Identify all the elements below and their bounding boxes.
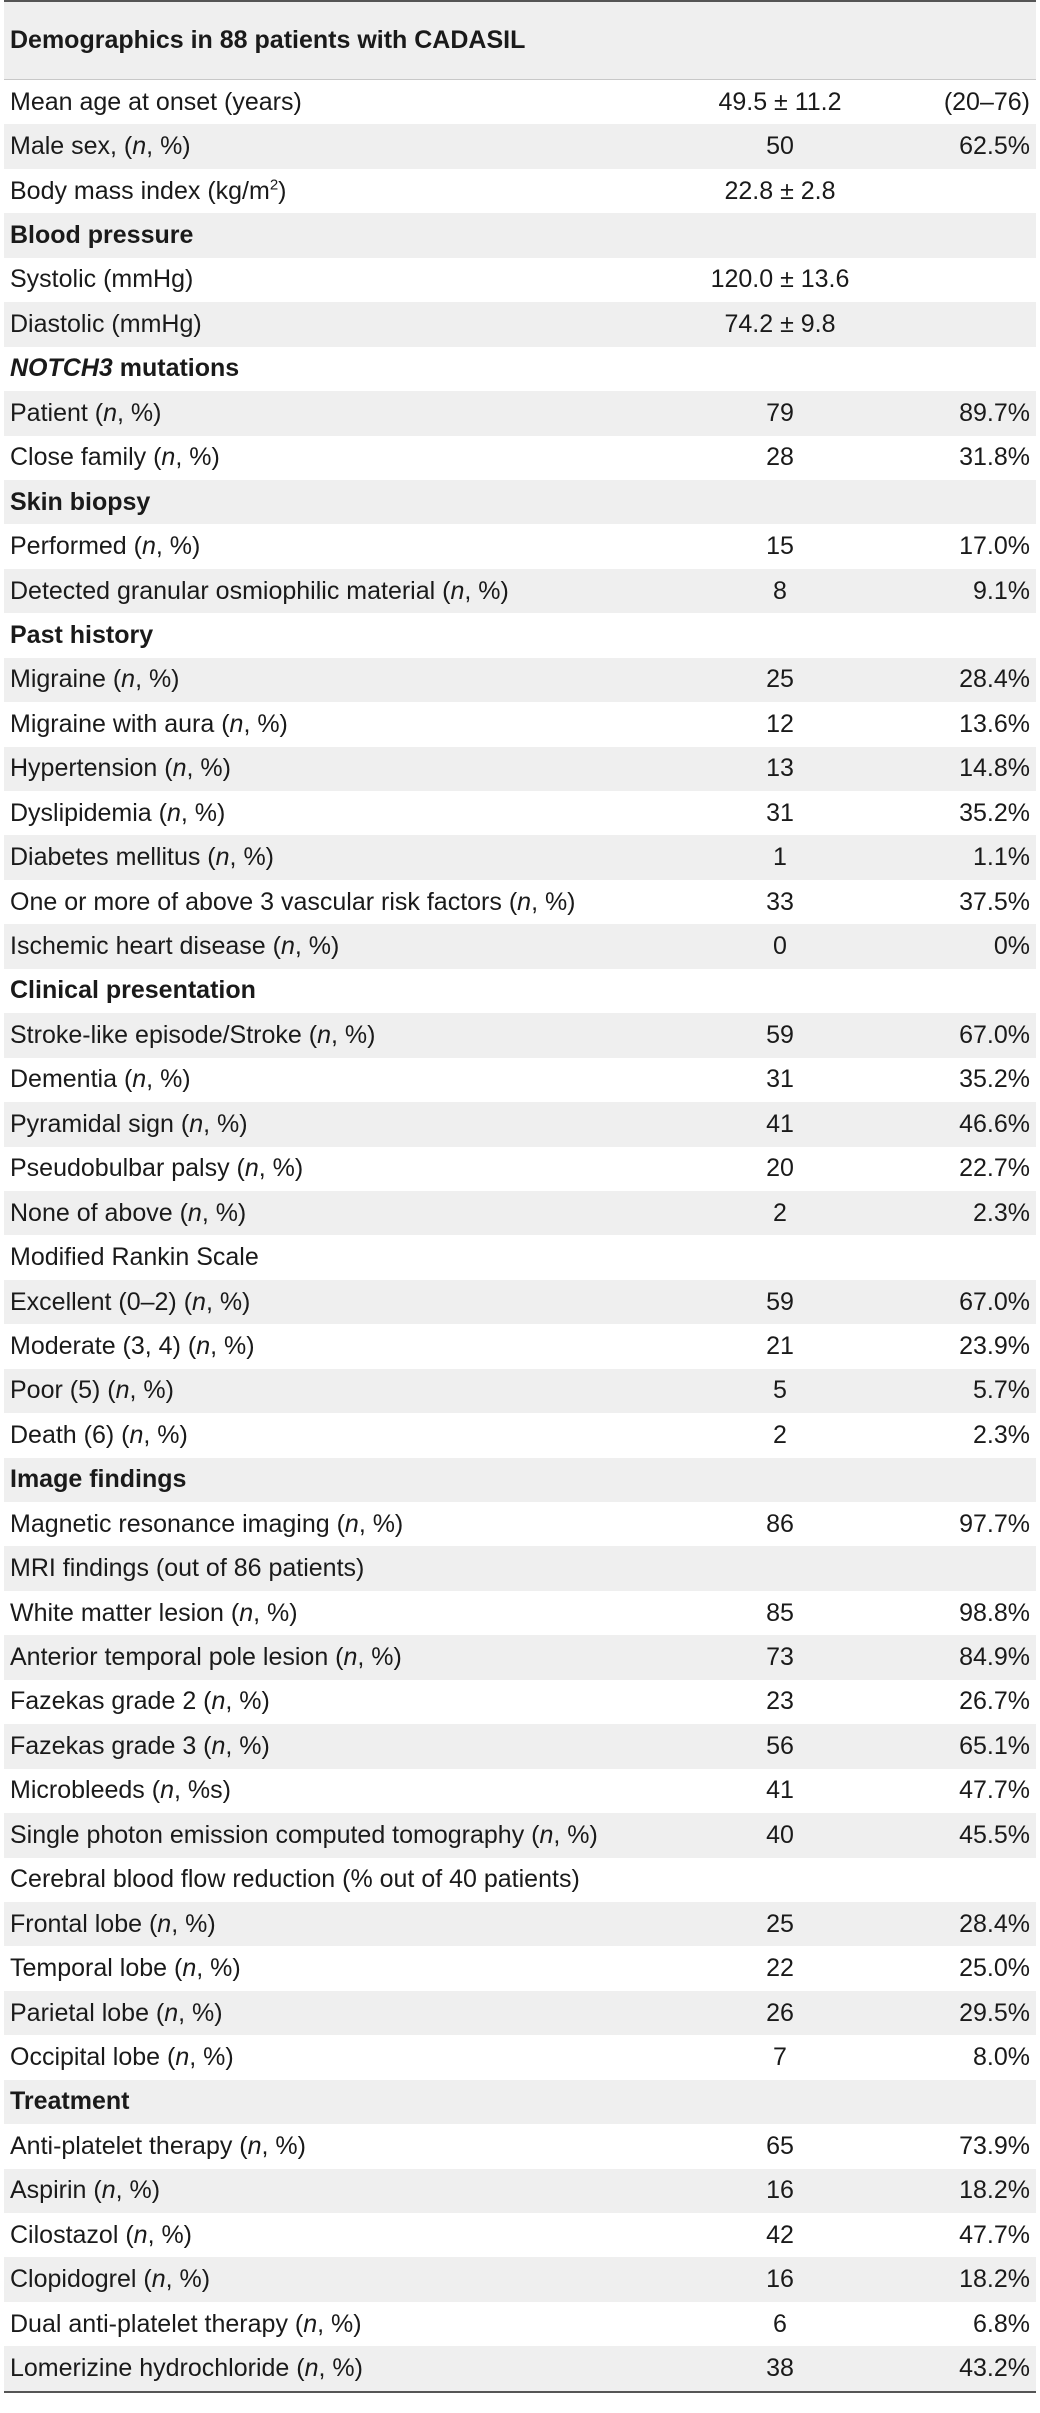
row-percent: 6.8% [973,2309,1030,2338]
row-value: 16 [766,2265,794,2294]
table-row [4,302,1036,346]
row-label: Stroke-like episode/Stroke (n, %) [10,1020,376,1049]
row-label: Dyslipidemia (n, %) [10,798,226,827]
demographics-table [4,0,1036,2393]
row-value: 86 [766,1509,794,1538]
table-row [4,1858,1036,1902]
row-value: 31 [766,1065,794,1094]
row-label: Aspirin (n, %) [10,2176,161,2205]
row-value: 50 [766,132,794,161]
row-value: 22 [766,1954,794,1983]
table-row [4,1413,1036,1457]
row-value: 8 [773,576,787,605]
row-label: Lomerizine hydrochloride (n, %) [10,2354,363,2383]
row-value: 59 [766,1020,794,1049]
row-label: Ischemic heart disease (n, %) [10,932,340,961]
row-value: 2 [773,1420,787,1449]
table-row [4,2124,1036,2168]
table-row [4,702,1036,746]
row-label: Anterior temporal pole lesion (n, %) [10,1643,402,1672]
row-percent: (20–76) [943,87,1030,116]
section-header-label: Clinical presentation [10,976,256,1005]
row-label: None of above (n, %) [10,1198,247,1227]
row-percent: 37.5% [959,887,1030,916]
row-value: 31 [766,798,794,827]
row-percent: 45.5% [959,1820,1030,1849]
row-label: Dual anti-platelet therapy (n, %) [10,2309,362,2338]
table-row [4,2302,1036,2346]
row-percent: 43.2% [959,2354,1030,2383]
row-label: Death (6) (n, %) [10,1420,188,1449]
row-label: Modified Rankin Scale [10,1243,259,1272]
row-value: 20 [766,1154,794,1183]
row-value: 13 [766,754,794,783]
row-percent: 29.5% [959,1998,1030,2027]
row-value: 85 [766,1598,794,1627]
table-row [4,2169,1036,2213]
row-value: 2 [773,1198,787,1227]
section-header-row [4,969,1036,1013]
row-label: Cilostazol (n, %) [10,2220,193,2249]
table-row [4,124,1036,168]
row-label: Single photon emission computed tomography (n, %) [10,1820,598,1849]
row-value: 41 [766,1776,794,1805]
row-label: Diastolic (mmHg) [10,309,202,338]
row-percent: 97.7% [959,1509,1030,1538]
row-value: 73 [766,1643,794,1672]
row-percent: 5.7% [973,1376,1030,1405]
row-label: Parietal lobe (n, %) [10,1998,223,2027]
table-row [4,391,1036,435]
row-percent: 1.1% [973,843,1030,872]
section-header-label: Image findings [10,1465,187,1494]
row-label: One or more of above 3 vascular risk factors (n, %) [10,887,576,916]
row-percent: 47.7% [959,1776,1030,1805]
row-label: Close family (n, %) [10,443,220,472]
table-row [4,258,1036,302]
table-row [4,2346,1036,2390]
row-percent: 26.7% [959,1687,1030,1716]
row-value: 5 [773,1376,787,1405]
row-label: Excellent (0–2) (n, %) [10,1287,251,1316]
row-label: Migraine (n, %) [10,665,180,694]
row-percent: 67.0% [959,1287,1030,1316]
row-label: Magnetic resonance imaging (n, %) [10,1509,404,1538]
table-row [4,1235,1036,1279]
table-row [4,1369,1036,1413]
table-row [4,1324,1036,1368]
row-value: 7 [773,2042,787,2071]
row-value: 49.5 ± 11.2 [718,87,842,116]
row-label: Occipital lobe (n, %) [10,2042,234,2071]
table-row [4,658,1036,702]
row-value: 25 [766,665,794,694]
row-percent: 8.0% [973,2042,1030,2071]
row-percent: 2.3% [973,1420,1030,1449]
section-header-row [4,347,1036,391]
row-value: 1 [773,843,787,872]
row-percent: 35.2% [959,798,1030,827]
row-percent: 28.4% [959,1909,1030,1938]
table-row [4,1769,1036,1813]
row-label: Cerebral blood flow reduction (% out of 40 patients) [10,1865,580,1894]
row-label: Dementia (n, %) [10,1065,191,1094]
row-percent: 28.4% [959,665,1030,694]
row-value: 25 [766,1909,794,1938]
row-percent: 62.5% [959,132,1030,161]
section-header-label: Treatment [10,2087,130,2116]
row-label: Frontal lobe (n, %) [10,1909,216,1938]
table-row [4,880,1036,924]
table-row [4,1546,1036,1590]
row-percent: 89.7% [959,398,1030,427]
row-label: Microbleeds (n, %s) [10,1776,231,1805]
table-row [4,2213,1036,2257]
row-percent: 31.8% [959,443,1030,472]
row-label: Hypertension (n, %) [10,754,231,783]
row-percent: 46.6% [959,1109,1030,1138]
row-value: 28 [766,443,794,472]
table-row [4,1813,1036,1857]
row-percent: 22.7% [959,1154,1030,1183]
row-percent: 84.9% [959,1643,1030,1672]
row-label: Moderate (3, 4) (n, %) [10,1331,255,1360]
table-row [4,1946,1036,1990]
row-value: 16 [766,2176,794,2205]
row-percent: 23.9% [959,1331,1030,1360]
row-value: 23 [766,1687,794,1716]
row-label: Fazekas grade 2 (n, %) [10,1687,270,1716]
table-row [4,524,1036,568]
row-percent: 18.2% [959,2176,1030,2205]
row-percent: 17.0% [959,532,1030,561]
section-header-label: Past history [10,620,154,649]
row-value: 21 [766,1331,794,1360]
row-value: 26 [766,1998,794,2027]
table-title [4,2,1036,80]
table-row [4,569,1036,613]
row-percent: 18.2% [959,2265,1030,2294]
table-row [4,1280,1036,1324]
row-value: 79 [766,398,794,427]
row-label: Pyramidal sign (n, %) [10,1109,248,1138]
table-title-text: Demographics in 88 patients with CADASIL [10,26,526,54]
row-label: Body mass index $(kg/m^2)$ [10,176,287,205]
table-row [4,80,1036,124]
table-row [4,1591,1036,1635]
row-percent: 9.1% [973,576,1030,605]
row-value: 65 [766,2131,794,2160]
table-body [4,80,1036,2391]
row-value: 15 [766,532,794,561]
row-label: Mean age at onset (years) [10,87,302,116]
row-label: Detected granular osmiophilic material (n, %) [10,576,509,605]
table-row [4,1724,1036,1768]
row-percent: 73.9% [959,2131,1030,2160]
section-header-label: Skin biopsy [10,487,151,516]
table-row [4,791,1036,835]
row-percent: 2.3% [973,1198,1030,1227]
row-label: White matter lesion (n, %) [10,1598,298,1627]
section-header-row [4,480,1036,524]
table-row [4,1680,1036,1724]
row-value: 38 [766,2354,794,2383]
row-percent: 35.2% [959,1065,1030,1094]
row-label: Systolic (mmHg) [10,265,194,294]
row-label: Performed (n, %) [10,532,201,561]
row-percent: 47.7% [959,2220,1030,2249]
row-label: Poor (5) (n, %) [10,1376,174,1405]
row-percent: 98.8% [959,1598,1030,1627]
table-row [4,1502,1036,1546]
row-value: 74.2 ± 9.8 [724,309,836,338]
row-value: 56 [766,1731,794,1760]
table-row [4,1102,1036,1146]
row-value: 6 [773,2309,787,2338]
row-value: 33 [766,887,794,916]
row-percent: 67.0% [959,1020,1030,1049]
section-header-row [4,613,1036,657]
table-row [4,924,1036,968]
row-value: 0 [773,932,787,961]
row-percent: 25.0% [959,1954,1030,1983]
row-percent: 0% [993,932,1030,961]
table-row [4,169,1036,213]
row-label: Temporal lobe (n, %) [10,1954,241,1983]
row-label: Pseudobulbar palsy (n, %) [10,1154,304,1183]
section-header-label: Blood pressure [10,221,194,250]
row-label: Clopidogrel (n, %) [10,2265,211,2294]
row-label: Patient (n, %) [10,398,162,427]
table-row [4,747,1036,791]
section-header-row [4,213,1036,257]
row-label: MRI findings (out of 86 patients) [10,1554,365,1583]
table-row [4,1991,1036,2035]
section-header-row [4,2080,1036,2124]
row-value: 120.0 ± 13.6 [710,265,850,294]
table-row [4,835,1036,879]
row-percent: 65.1% [959,1731,1030,1760]
table-row [4,1191,1036,1235]
row-percent: 13.6% [959,709,1030,738]
row-label: Diabetes mellitus (n, %) [10,843,274,872]
table-row [4,2035,1036,2079]
table-row [4,2257,1036,2301]
row-label: Migraine with aura (n, %) [10,709,288,738]
row-percent: 14.8% [959,754,1030,783]
table-row [4,1635,1036,1679]
row-label: Fazekas grade 3 (n, %) [10,1731,270,1760]
table-row [4,1902,1036,1946]
row-value: 42 [766,2220,794,2249]
table-row [4,1147,1036,1191]
section-header-label: NOTCH3 mutations [10,354,240,383]
table-row [4,436,1036,480]
table-row [4,1058,1036,1102]
row-value: 59 [766,1287,794,1316]
row-label: Male sex, (n, %) [10,132,191,161]
row-value: 12 [766,709,794,738]
row-value: 22.8 ± 2.8 [724,176,836,205]
section-header-row [4,1458,1036,1502]
table-row [4,1013,1036,1057]
row-value: 41 [766,1109,794,1138]
row-value: 40 [766,1820,794,1849]
row-label: Anti-platelet therapy (n, %) [10,2131,306,2160]
